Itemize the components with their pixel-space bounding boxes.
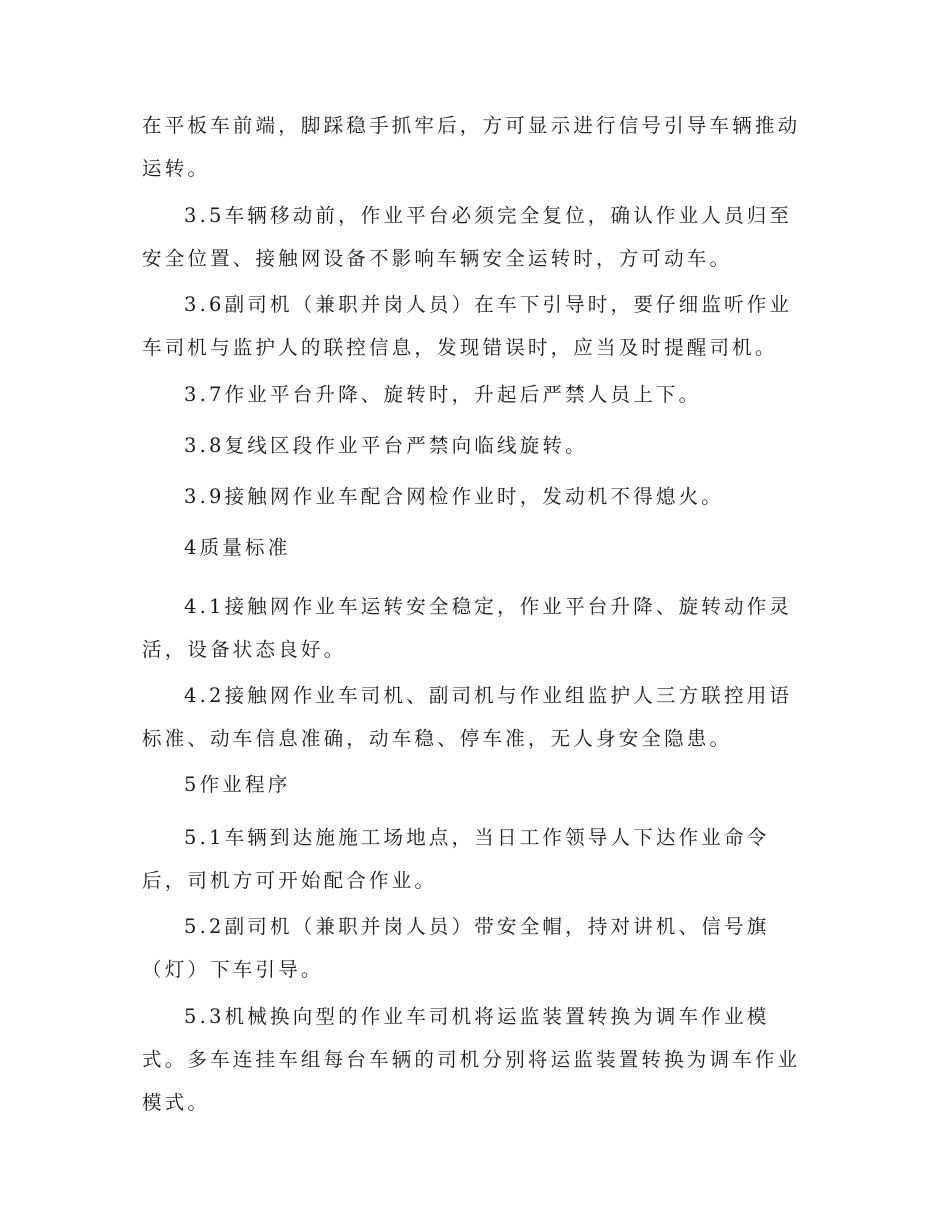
paragraph-3-8: 3.8复线区段作业平台严禁向临线旋转。 <box>184 434 588 457</box>
paragraph-3-6: 3.6副司机（兼职并岗人员）在车下引导时，要仔细监听作业车司机与监护人的联控信息，发现错误时，应当及时提醒司机。 <box>142 293 793 359</box>
section-heading-5: 5作业程序 <box>184 773 291 796</box>
paragraph-3-9: 3.9接触网作业车配合网检作业时，发动机不得熄火。 <box>184 485 725 508</box>
paragraph-5-3: 5.3机械换向型的作业车司机将运监装置转换为调车作业模式。多车连挂车组每台车辆的司机分别将运监装置转换为调车作业模式。 <box>142 1005 801 1114</box>
section-heading-4: 4质量标准 <box>184 536 291 559</box>
paragraph-4-2: 4.2接触网作业车司机、副司机与作业组监护人三方联控用语标准、动车信息准确，动车稳、停车准，无人身安全隐患。 <box>142 684 793 750</box>
paragraph-5-2: 5.2副司机（兼职并岗人员）带安全帽，持对讲机、信号旗（灯）下车引导。 <box>142 915 770 981</box>
paragraph-3-5: 3.5车辆移动前，作业平台必须完全复位，确认作业人员归至安全位置、接触网设备不影响车辆安全运转时，方可动车。 <box>142 204 793 270</box>
paragraph-5-1: 5.1车辆到达施施工场地点，当日工作领导人下达作业命令后，司机方可开始配合作业。 <box>142 826 770 892</box>
paragraph-continuation: 在平板车前端，脚踩稳手抓牢后，方可显示进行信号引导车辆推动运转。 <box>142 114 801 180</box>
paragraph-4-1: 4.1接触网作业车运转安全稳定，作业平台升降、旋转动作灵活，设备状态良好。 <box>142 595 793 661</box>
paragraph-3-7: 3.7作业平台升降、旋转时，升起后严禁人员上下。 <box>184 383 702 406</box>
